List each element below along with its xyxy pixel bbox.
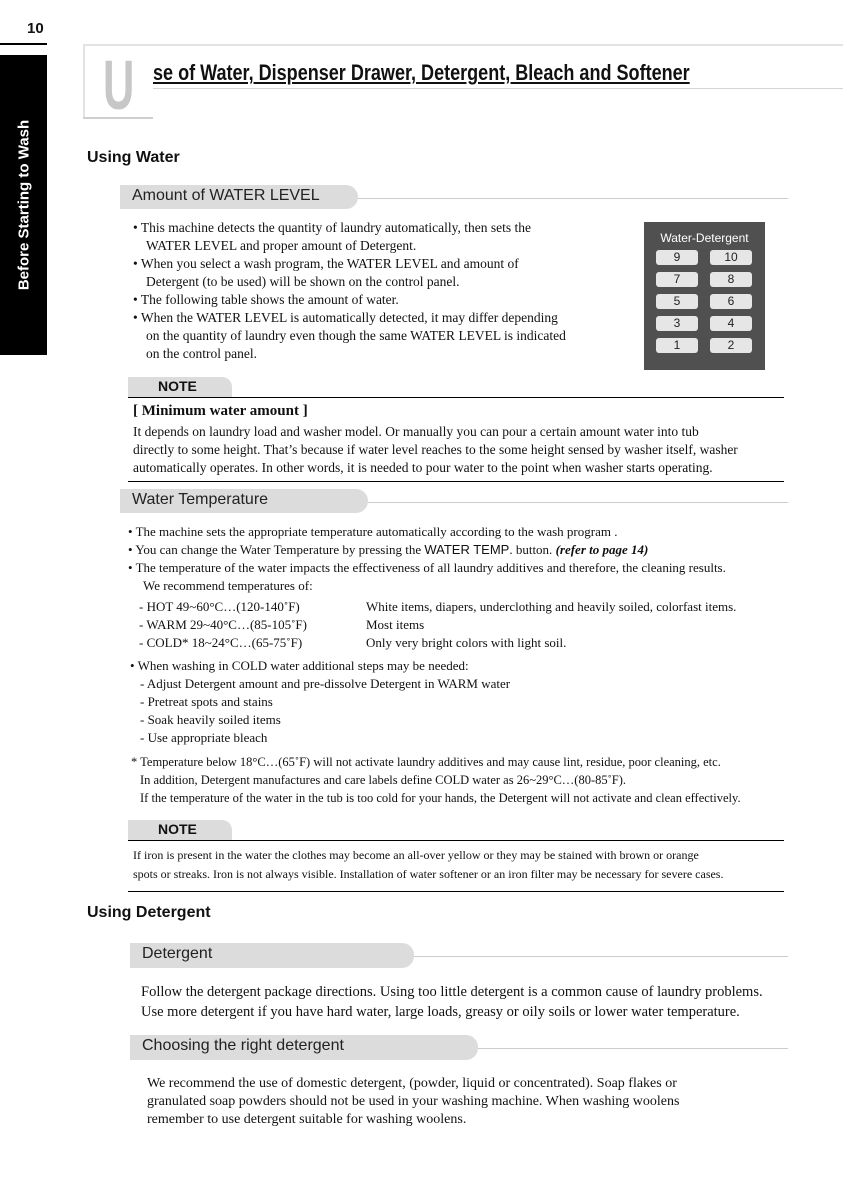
water-level-text [133,219,566,363]
text-line: - Adjust Detergent amount and pre-dissolve Detergent in WARM water [140,676,511,691]
note-heading: [ Minimum water amount ] [133,403,308,419]
panel-level-6: 6 [710,294,752,309]
side-tab [0,55,47,355]
text-line: • When washing in COLD water additional steps may be needed: [130,658,469,673]
text-line: on the control panel. [146,346,257,361]
subhead-water-level [120,185,358,209]
text-line: Follow the detergent package directions. Using too little detergent is a common cause of laundry problems. [141,984,763,1000]
page-title: se of Water, Dispenser Drawer, Detergent, Bleach and Softener [153,60,690,85]
text-line: • When the WATER LEVEL is automatically detected, it may differ depending [133,310,558,325]
note-rule-top [128,840,784,841]
note-text [133,846,723,884]
subhead-detergent-label: Detergent [142,945,213,962]
text-line: In addition, Detergent manufactures and care labels define COLD water as 26~29°C…(80-85˚F). [140,773,627,787]
subhead-water-temperature-label: Water Temperature [132,491,269,508]
note-label: NOTE [158,821,197,837]
panel-level-10: 10 [710,250,752,265]
subhead-water-level-label: Amount of WATER LEVEL [132,187,320,204]
title-initial: U [103,46,135,124]
water-detergent-panel [644,222,765,370]
note-text [133,423,738,477]
text-line: - Soak heavily soiled items [140,712,281,727]
choosing-text [147,1075,679,1129]
note-tab [128,820,232,840]
text-line: Detergent (to be used) will be shown on the control panel. [146,274,460,289]
text-line: • You can change the Water Temperature by pressing the WATER TEMP. button. (refer to page 14) [128,542,649,557]
panel-level-8: 8 [710,272,752,287]
subhead-detergent [130,943,414,968]
side-tab-label: Before Starting to Wash [15,119,32,291]
text-line: spots or streaks. Iron is not always visible. Installation of water softener or an iron filter may be necessary for severe cases. [133,867,724,881]
subhead-choosing-detergent-label: Choosing the right detergent [142,1037,344,1054]
text-line: on the quantity of laundry even though the same WATER LEVEL is indicated [146,328,566,343]
text-line: remember to use detergent suitable for washing woolens. [147,1112,467,1127]
panel-level-2: 2 [710,338,752,353]
subhead-rule [478,1048,788,1049]
subhead-choosing-detergent [130,1035,478,1060]
note-rule-top [128,397,784,398]
text-line: We recommend temperatures of: [143,578,313,593]
panel-level-5: 5 [656,294,698,309]
text-line: • The machine sets the appropriate temperature automatically according to the wash program . [128,524,618,539]
text-line: It depends on laundry load and washer model. Or manually you can pour a certain amount water into tub [133,424,699,439]
text-line: • The temperature of the water impacts the effectiveness of all laundry additives and therefore, the cleaning results. [128,560,726,575]
subhead-rule [414,956,788,957]
text-line: If the temperature of the water in the tub is too cold for your hands, the Detergent will not activate and clean effectively. [140,791,741,805]
panel-label: Water-Detergent [660,231,749,245]
subhead-rule [358,198,788,199]
section-heading-using-detergent: Using Detergent [87,904,211,921]
cold-water-steps [130,657,510,747]
panel-level-3: 3 [656,316,698,331]
text-line: - Pretreat spots and stains [140,694,273,709]
note-rule-bottom [128,481,784,482]
water-temp-button-label: WATER TEMP [424,542,510,557]
panel-level-9: 9 [656,250,698,265]
panel-level-7: 7 [656,272,698,287]
panel-level-1: 1 [656,338,698,353]
text-line: - Use appropriate bleach [140,730,268,745]
text-line: granulated soap powders should not be used in your washing machine. When washing woolens [147,1094,680,1109]
text-line: Use more detergent if you have hard water, large loads, greasy or oily soils or lower water temperature. [141,1004,740,1020]
panel-level-4: 4 [710,316,752,331]
note-rule-bottom [128,891,784,892]
text-line: • This machine detects the quantity of laundry automatically, then sets the [133,220,531,235]
text-line: We recommend the use of domestic detergent, (powder, liquid or concentrated). Soap flakes or [147,1076,677,1091]
text-line: WATER LEVEL and proper amount of Detergent. [146,238,417,253]
temperature-text [128,523,726,595]
text-line: • When you select a wash program, the WATER LEVEL and amount of [133,256,519,271]
note-tab [128,377,232,397]
text-line: • The following table shows the amount of water. [133,292,399,307]
page-number: 10 [27,20,44,37]
subhead-water-temperature [120,489,368,513]
temperature-footnote [131,753,741,807]
page-number-rule [0,43,47,45]
section-heading-using-water: Using Water [87,149,180,166]
subhead-rule [368,502,788,503]
text-line: If iron is present in the water the clothes may become an all-over yellow or they may be stained with brown or orange [133,848,699,862]
note-label: NOTE [158,378,197,394]
text-line: * Temperature below 18°C…(65˚F) will not activate laundry additives and may cause lint, residue, poor cleaning, etc. [131,755,721,769]
text-line: directly to some height. That’s because if water level reaches to the some height sensed by washer itself, washer [133,442,738,457]
text-line: automatically operates. In other words, it is needed to pour water to the point when washer starts operating. [133,460,713,475]
detergent-text [141,982,763,1022]
